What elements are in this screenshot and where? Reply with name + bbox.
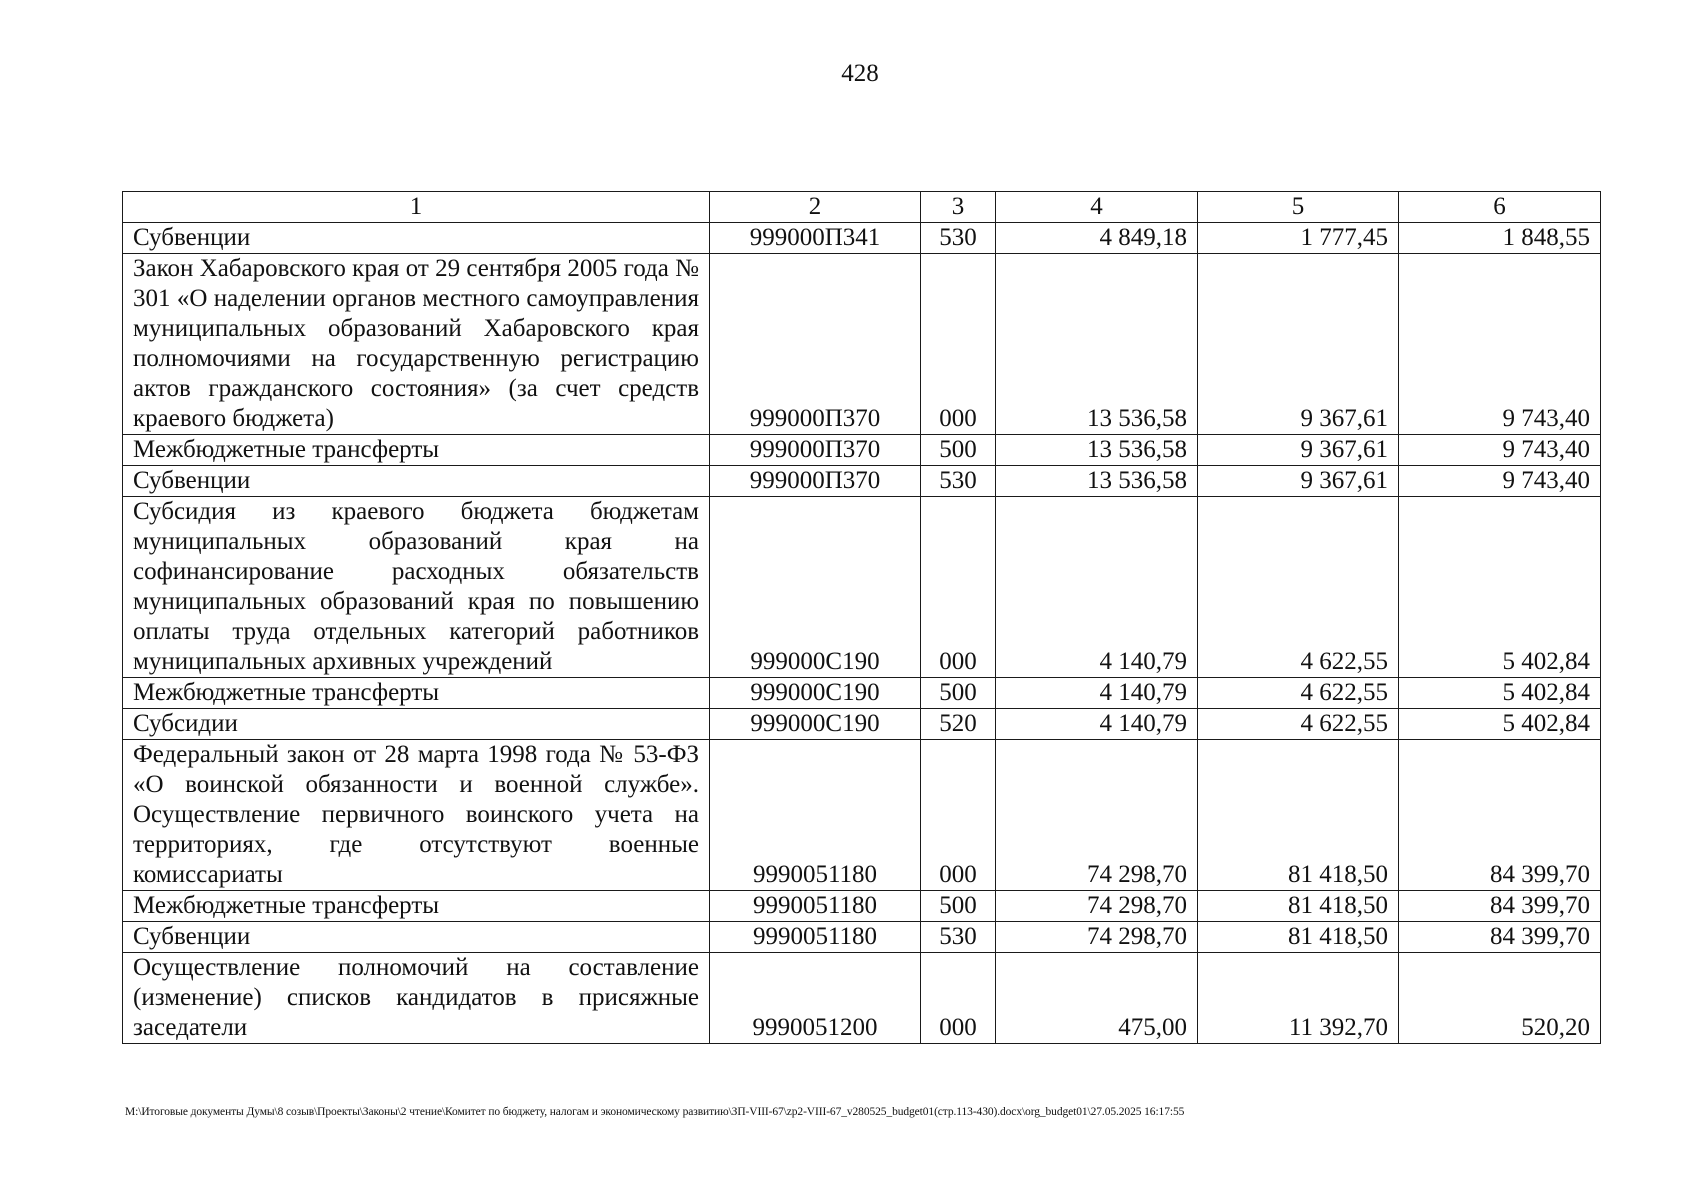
amount-year-3-cell: 1 848,55 [1399,223,1601,254]
table-row [123,740,1601,891]
expense-type-code-cell: 000 [921,740,996,891]
amount-year-2-cell: 4 622,55 [1198,497,1399,678]
amount-year-3-cell: 84 399,70 [1399,740,1601,891]
target-article-code-cell: 999000П370 [710,466,921,497]
row-name-cell: Субвенции [123,223,710,254]
amount-year-3-cell: 9 743,40 [1399,466,1601,497]
amount-year-3-cell: 5 402,84 [1399,709,1601,740]
amount-year-1-cell: 4 140,79 [996,497,1198,678]
column-number: 1 [123,192,710,223]
expense-type-code-cell: 000 [921,497,996,678]
document-file-path: М:\Итоговые документы Думы\8 созыв\Проекты\Законы\2 чтение\Комитет по бюджету, налогам и экономическому развитию\ЗП-VIII-67\zp2-VIII-67_v280525_budget01(стр.113-430).docx\org_budget01\27.05.2025 16:17:55 [125,1106,1185,1118]
table-row [123,435,1601,466]
amount-year-1-cell: 13 536,58 [996,466,1198,497]
table-row [123,891,1601,922]
amount-year-2-cell: 4 622,55 [1198,678,1399,709]
row-name-cell: Субвенции [123,466,710,497]
amount-year-1-cell: 475,00 [996,953,1198,1044]
amount-year-3-cell: 520,20 [1399,953,1601,1044]
expense-type-code-cell: 530 [921,466,996,497]
column-number: 3 [921,192,996,223]
amount-year-1-cell: 74 298,70 [996,922,1198,953]
target-article-code-cell: 999000П370 [710,254,921,435]
row-name-cell: Межбюджетные трансферты [123,891,710,922]
row-name-cell: Субвенции [123,922,710,953]
amount-year-2-cell: 9 367,61 [1198,254,1399,435]
amount-year-1-cell: 13 536,58 [996,435,1198,466]
amount-year-2-cell: 81 418,50 [1198,740,1399,891]
table-row [123,254,1601,435]
amount-year-3-cell: 9 743,40 [1399,254,1601,435]
amount-year-2-cell: 4 622,55 [1198,709,1399,740]
table-row [123,922,1601,953]
amount-year-3-cell: 5 402,84 [1399,678,1601,709]
target-article-code-cell: 9990051180 [710,891,921,922]
amount-year-1-cell: 74 298,70 [996,740,1198,891]
table-row [123,953,1601,1044]
amount-year-2-cell: 9 367,61 [1198,435,1399,466]
amount-year-3-cell: 5 402,84 [1399,497,1601,678]
target-article-code-cell: 999000П370 [710,435,921,466]
table-row [123,678,1601,709]
expense-type-code-cell: 000 [921,953,996,1044]
amount-year-1-cell: 4 140,79 [996,709,1198,740]
amount-year-1-cell: 4 140,79 [996,678,1198,709]
column-number: 6 [1399,192,1601,223]
column-number: 5 [1198,192,1399,223]
row-name-cell: Межбюджетные трансферты [123,678,710,709]
row-name-cell: Осуществление полномочий на составление (изменение) списков кандидатов в присяжные заседатели [123,953,710,1044]
row-name-cell: Межбюджетные трансферты [123,435,710,466]
expense-type-code-cell: 500 [921,678,996,709]
target-article-code-cell: 999000С190 [710,678,921,709]
expense-type-code-cell: 530 [921,223,996,254]
amount-year-3-cell: 84 399,70 [1399,922,1601,953]
row-name-cell: Субсидии [123,709,710,740]
target-article-code-cell: 9990051180 [710,922,921,953]
row-name-cell: Закон Хабаровского края от 29 сентября 2005 года № 301 «О наделении органов местного самоуправления муниципальных образований Хабаровского края полномочиями на государственную регистрацию актов гражданского состояния» (за счет средств краевого бюджета) [123,254,710,435]
target-article-code-cell: 999000П341 [710,223,921,254]
row-name-cell: Субсидия из краевого бюджета бюджетам муниципальных образований края на софинансирование расходных обязательств муниципальных образований края по повышению оплаты труда отдельных категорий работников муниципальных архивных учреждений [123,497,710,678]
table-row [123,709,1601,740]
column-number-row [123,192,1601,223]
target-article-code-cell: 9990051180 [710,740,921,891]
amount-year-1-cell: 4 849,18 [996,223,1198,254]
target-article-code-cell: 9990051200 [710,953,921,1044]
table-row [123,466,1601,497]
expense-type-code-cell: 500 [921,891,996,922]
expense-type-code-cell: 000 [921,254,996,435]
amount-year-1-cell: 13 536,58 [996,254,1198,435]
budget-table [122,191,1601,1044]
amount-year-3-cell: 84 399,70 [1399,891,1601,922]
table-row [123,223,1601,254]
expense-type-code-cell: 520 [921,709,996,740]
column-number: 2 [710,192,921,223]
amount-year-3-cell: 9 743,40 [1399,435,1601,466]
target-article-code-cell: 999000С190 [710,497,921,678]
table-row [123,497,1601,678]
amount-year-2-cell: 81 418,50 [1198,891,1399,922]
expense-type-code-cell: 500 [921,435,996,466]
amount-year-2-cell: 81 418,50 [1198,922,1399,953]
amount-year-1-cell: 74 298,70 [996,891,1198,922]
target-article-code-cell: 999000С190 [710,709,921,740]
page-number: 428 [841,60,879,87]
amount-year-2-cell: 1 777,45 [1198,223,1399,254]
column-number: 4 [996,192,1198,223]
amount-year-2-cell: 9 367,61 [1198,466,1399,497]
expense-type-code-cell: 530 [921,922,996,953]
row-name-cell: Федеральный закон от 28 марта 1998 года № 53-ФЗ «О воинской обязанности и военной службе». Осуществление первичного воинского учета на территориях, где отсутствуют военные комиссариаты [123,740,710,891]
amount-year-2-cell: 11 392,70 [1198,953,1399,1044]
